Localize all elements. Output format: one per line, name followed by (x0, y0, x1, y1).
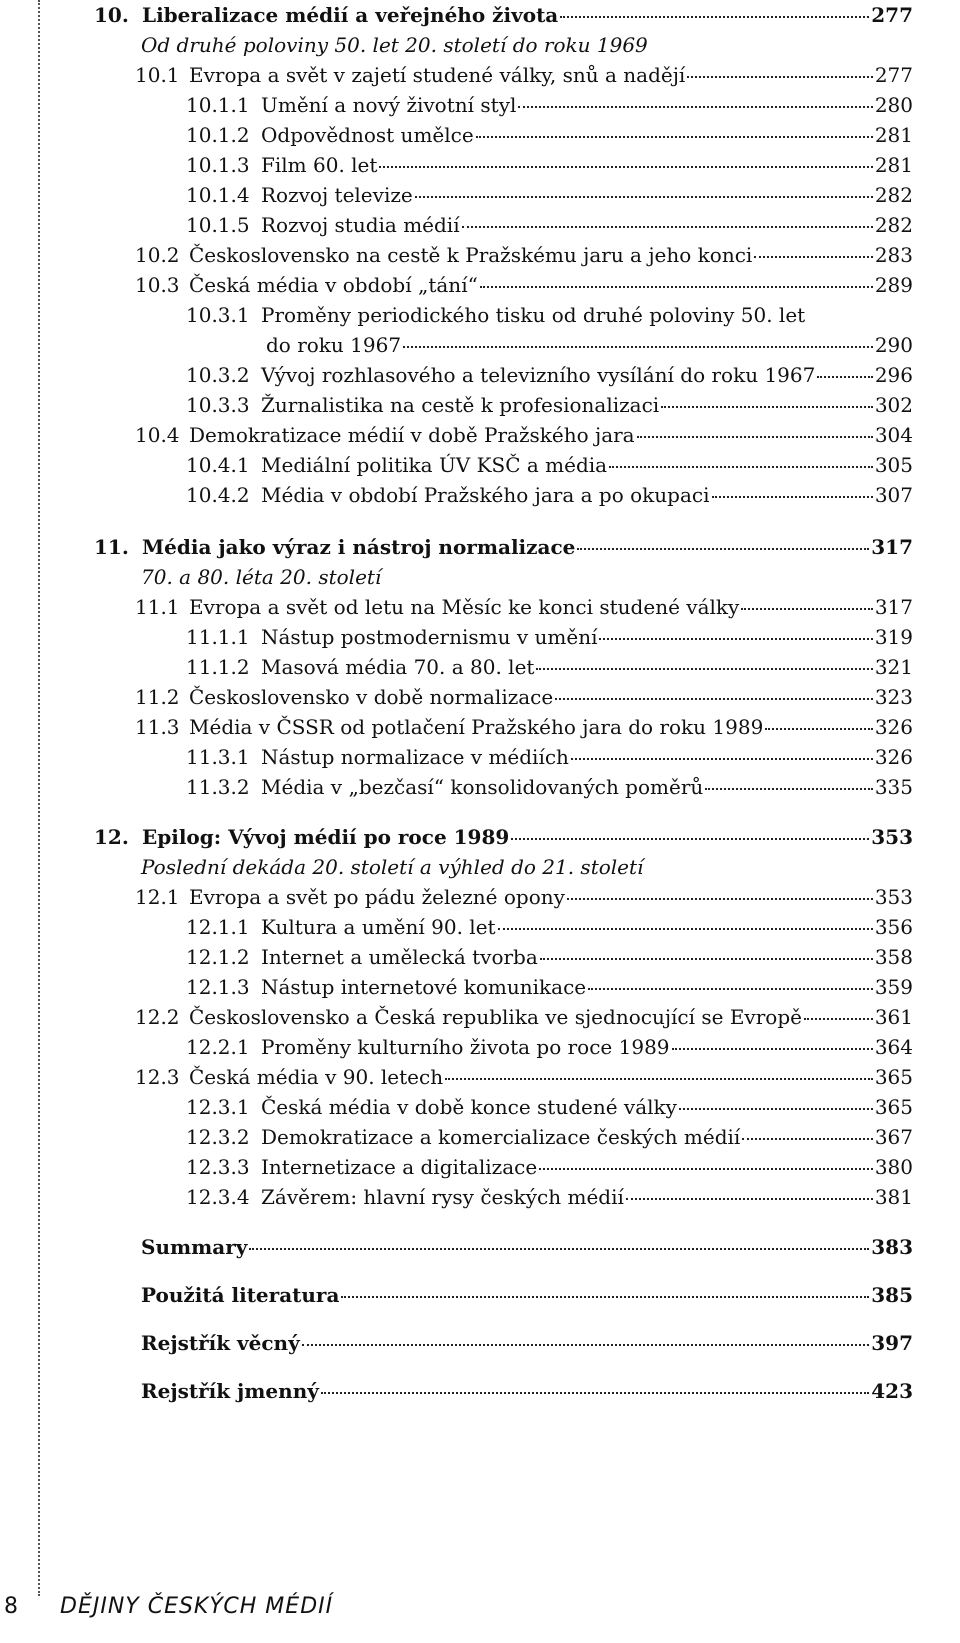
dot-leader (341, 1294, 869, 1298)
toc-entry[interactable] (135, 1062, 913, 1092)
dot-leader (741, 606, 873, 610)
page-number: 280 (874, 93, 913, 117)
entry-number: 10.1.3 (186, 153, 250, 177)
dot-leader (672, 1046, 873, 1050)
dot-leader (687, 74, 873, 78)
page-number: 317 (871, 535, 913, 559)
toc-entry[interactable] (186, 742, 913, 772)
toc-entry[interactable] (186, 622, 913, 652)
toc-entry-first-line[interactable] (186, 300, 805, 330)
toc-entry[interactable] (186, 360, 913, 390)
page-number: 277 (871, 3, 913, 27)
toc-entry[interactable] (186, 972, 913, 1002)
page-number: 277 (874, 63, 913, 87)
dot-leader (249, 1246, 869, 1250)
page-number: 359 (874, 975, 913, 999)
page-number: 353 (874, 885, 913, 909)
chapter-number: 10. (94, 3, 129, 27)
page-number: 317 (874, 595, 913, 619)
entry-number: 12.3.1 (186, 1095, 250, 1119)
toc-entry[interactable] (135, 60, 913, 90)
dot-leader (599, 636, 872, 640)
toc-entry[interactable] (186, 942, 913, 972)
toc-entry[interactable] (186, 1182, 913, 1212)
entry-title: Proměny kulturního života po roce 1989 (261, 1035, 670, 1059)
entry-number: 10.3.1 (186, 303, 250, 327)
page-number: 335 (874, 775, 913, 799)
page-number: 365 (874, 1065, 913, 1089)
dot-leader (661, 404, 873, 408)
entry-number: 10.3 (135, 273, 180, 297)
dot-leader (817, 374, 872, 378)
toc-entry[interactable] (135, 712, 913, 742)
toc-entry[interactable] (186, 1032, 913, 1062)
chapter-title: Média jako výraz i nástroj normalizace (142, 535, 576, 559)
dot-leader (403, 344, 873, 348)
dot-leader (560, 14, 869, 18)
toc-entry[interactable] (186, 912, 913, 942)
entry-title: Evropa a svět od letu na Měsíc ke konci studené války (189, 595, 740, 619)
page-number: 302 (874, 393, 913, 417)
dot-leader (539, 1166, 873, 1170)
entry-number: 11.1.1 (186, 625, 250, 649)
chapter-subtitle: Od druhé poloviny 50. let 20. století do roku 1969 (141, 33, 648, 57)
entry-title: Závěrem: hlavní rysy českých médií (261, 1185, 624, 1209)
toc-entry[interactable] (186, 772, 913, 802)
entry-title: Nástup postmodernismu v umění (261, 625, 598, 649)
dot-leader (540, 956, 873, 960)
toc-entry[interactable] (186, 1122, 913, 1152)
page-number: 367 (874, 1125, 913, 1149)
page-number: 282 (874, 213, 913, 237)
entry-title: Evropa a svět v zajetí studené války, snů a nadějí (189, 63, 686, 87)
entry-number: 11.2 (135, 685, 180, 709)
entry-title: Demokratizace a komercializace českých médií (261, 1125, 741, 1149)
entry-title: Kultura a umění 90. let (261, 915, 496, 939)
dot-leader (302, 1342, 870, 1346)
page-number: 281 (874, 153, 913, 177)
entry-number: 12.2 (135, 1005, 180, 1029)
entry-title: Média v ČSSR od potlačení Pražského jara do roku 1989 (189, 715, 764, 739)
toc-entry[interactable] (186, 1152, 913, 1182)
entry-title: Československo na cestě k Pražskému jaru a jeho konci (189, 243, 753, 267)
toc-entry[interactable] (186, 480, 913, 510)
toc-entry-continuation[interactable] (266, 330, 913, 360)
toc-chapter-11[interactable] (94, 532, 913, 562)
dot-leader (609, 464, 873, 468)
entry-title: Česká média v 90. letech (189, 1065, 444, 1089)
footer-book-title: DĚJINY ČESKÝCH MÉDIÍ (60, 1594, 334, 1619)
entry-title: Nástup internetové komunikace (261, 975, 587, 999)
dot-leader (480, 284, 873, 288)
dot-leader (511, 836, 869, 840)
chapter-subtitle: Poslední dekáda 20. století a výhled do 21. století (141, 855, 644, 879)
dot-leader (445, 1076, 873, 1080)
entry-number: 10.3.2 (186, 363, 250, 387)
page-number: 323 (874, 685, 913, 709)
dot-leader (626, 1196, 873, 1200)
page-number: 356 (874, 915, 913, 939)
page-number: 397 (871, 1331, 913, 1355)
entry-title: Nástup normalizace v médiích (261, 745, 569, 769)
entry-title: Odpovědnost umělce (261, 123, 474, 147)
page-number: 361 (874, 1005, 913, 1029)
backmatter-title: Rejstřík jmenný (141, 1379, 319, 1403)
toc-summary[interactable] (141, 1232, 913, 1262)
page-number: 319 (874, 625, 913, 649)
entry-number: 10.3.3 (186, 393, 250, 417)
toc-entry[interactable] (186, 120, 913, 150)
entry-number: 10.1.2 (186, 123, 250, 147)
page-number: 423 (871, 1379, 913, 1403)
dot-leader (476, 134, 873, 138)
dot-leader (498, 926, 873, 930)
chapter-number: 11. (94, 535, 129, 559)
dot-leader (555, 696, 873, 700)
entry-number: 12.1.3 (186, 975, 250, 999)
entry-number: 10.2 (135, 243, 180, 267)
toc-entry[interactable] (135, 240, 913, 270)
entry-number: 12.3.2 (186, 1125, 250, 1149)
dot-leader (742, 1136, 873, 1140)
toc-entry[interactable] (135, 682, 913, 712)
page-number: 282 (874, 183, 913, 207)
dot-leader (804, 1016, 873, 1020)
entry-number: 12.3.3 (186, 1155, 250, 1179)
chapter-title: Epilog: Vývoj médií po roce 1989 (142, 825, 510, 849)
dot-leader (379, 164, 872, 168)
dot-leader (705, 786, 873, 790)
entry-title: Česká média v období „tání“ (189, 273, 478, 297)
page-number: 380 (874, 1155, 913, 1179)
entry-title: Proměny periodického tisku od druhé poloviny 50. let (261, 303, 806, 327)
page-number: 283 (874, 243, 913, 267)
entry-number: 12.3 (135, 1065, 180, 1089)
page-number: 381 (874, 1185, 913, 1209)
entry-title: Média v období Pražského jara a po okupaci (261, 483, 710, 507)
margin-dotted-line (38, 0, 40, 1596)
page-footer (0, 1594, 400, 1634)
entry-number: 12.1.1 (186, 915, 250, 939)
dot-leader (571, 756, 873, 760)
entry-number: 10.4.2 (186, 483, 250, 507)
entry-title: Československo a Česká republika ve sjednocující se Evropě (189, 1005, 802, 1029)
entry-number: 12.1.2 (186, 945, 250, 969)
page-number: 364 (874, 1035, 913, 1059)
page-number: 385 (871, 1283, 913, 1307)
entry-title: Rozvoj televize (261, 183, 413, 207)
toc-chapter-10[interactable] (94, 0, 913, 30)
dot-leader (765, 726, 873, 730)
page-number: 307 (874, 483, 913, 507)
dot-leader (754, 254, 873, 258)
dot-leader (415, 194, 873, 198)
entry-title: Internetizace a digitalizace (261, 1155, 538, 1179)
toc-entry[interactable] (186, 180, 913, 210)
entry-number: 10.1.5 (186, 213, 250, 237)
entry-title: Umění a nový životní styl (261, 93, 517, 117)
entry-number: 10.4 (135, 423, 180, 447)
toc-name-index[interactable] (141, 1376, 913, 1406)
dot-leader (518, 104, 872, 108)
entry-number: 11.3.2 (186, 775, 250, 799)
entry-title-continuation: do roku 1967 (266, 333, 402, 357)
entry-number: 12.3.4 (186, 1185, 250, 1209)
entry-number: 10.1.1 (186, 93, 250, 117)
entry-number: 12.1 (135, 885, 180, 909)
dot-leader (462, 224, 873, 228)
toc-entry[interactable] (135, 592, 913, 622)
page-number: 353 (871, 825, 913, 849)
entry-title: Mediální politika ÚV KSČ a média (261, 453, 608, 477)
backmatter-title: Summary (141, 1235, 248, 1259)
dot-leader (577, 546, 869, 550)
toc-bibliography[interactable] (141, 1280, 913, 1310)
dot-leader (536, 666, 872, 670)
toc-entry[interactable] (186, 150, 913, 180)
page-number: 326 (874, 715, 913, 739)
entry-title: Demokratizace médií v době Pražského jara (189, 423, 635, 447)
page-number: 296 (874, 363, 913, 387)
dot-leader (637, 434, 873, 438)
toc-subject-index[interactable] (141, 1328, 913, 1358)
dot-leader (679, 1106, 873, 1110)
entry-title: Rozvoj studia médií (261, 213, 460, 237)
page-number: 383 (871, 1235, 913, 1259)
entry-number: 10.1.4 (186, 183, 250, 207)
entry-title: Evropa a svět po pádu železné opony (189, 885, 565, 909)
dot-leader (712, 494, 873, 498)
footer-page-number: 8 (4, 1594, 18, 1619)
page-number: 321 (874, 655, 913, 679)
page-number: 305 (874, 453, 913, 477)
toc-chapter-12[interactable] (94, 822, 913, 852)
chapter-number: 12. (94, 825, 129, 849)
page-number: 290 (874, 333, 913, 357)
backmatter-title: Rejstřík věcný (141, 1331, 300, 1355)
entry-title: Žurnalistika na cestě k profesionalizaci (261, 393, 660, 417)
entry-title: Česká média v době konce studené války (261, 1095, 677, 1119)
entry-number: 11.1 (135, 595, 180, 619)
toc-entry[interactable] (186, 450, 913, 480)
toc-entry[interactable] (135, 420, 913, 450)
backmatter-title: Použitá literatura (141, 1283, 340, 1307)
toc-entry[interactable] (186, 210, 913, 240)
entry-title: Československo v době normalizace (189, 685, 554, 709)
toc-entry[interactable] (186, 390, 913, 420)
toc-entry[interactable] (135, 270, 913, 300)
toc-entry[interactable] (186, 1092, 913, 1122)
dot-leader (567, 896, 873, 900)
entry-number: 11.3 (135, 715, 180, 739)
page-number: 365 (874, 1095, 913, 1119)
toc-entry[interactable] (186, 90, 913, 120)
toc-entry[interactable] (135, 1002, 913, 1032)
entry-title: Média v „bezčasí“ konsolidovaných poměrů (261, 775, 704, 799)
entry-number: 11.3.1 (186, 745, 250, 769)
toc-entry[interactable] (186, 652, 913, 682)
page-number: 304 (874, 423, 913, 447)
chapter-title: Liberalizace médií a veřejného života (142, 3, 559, 27)
entry-number: 10.1 (135, 63, 180, 87)
chapter-subtitle: 70. a 80. léta 20. století (141, 565, 382, 589)
dot-leader (588, 986, 873, 990)
entry-number: 10.4.1 (186, 453, 250, 477)
toc-entry[interactable] (135, 882, 913, 912)
entry-number: 11.1.2 (186, 655, 250, 679)
page-number: 358 (874, 945, 913, 969)
entry-title: Vývoj rozhlasového a televizního vysílání do roku 1967 (261, 363, 816, 387)
dot-leader (321, 1390, 869, 1394)
entry-number: 12.2.1 (186, 1035, 250, 1059)
entry-title: Film 60. let (261, 153, 378, 177)
page-number: 289 (874, 273, 913, 297)
entry-title: Masová média 70. a 80. let (261, 655, 535, 679)
page-number: 326 (874, 745, 913, 769)
page-number: 281 (874, 123, 913, 147)
entry-title: Internet a umělecká tvorba (261, 945, 538, 969)
